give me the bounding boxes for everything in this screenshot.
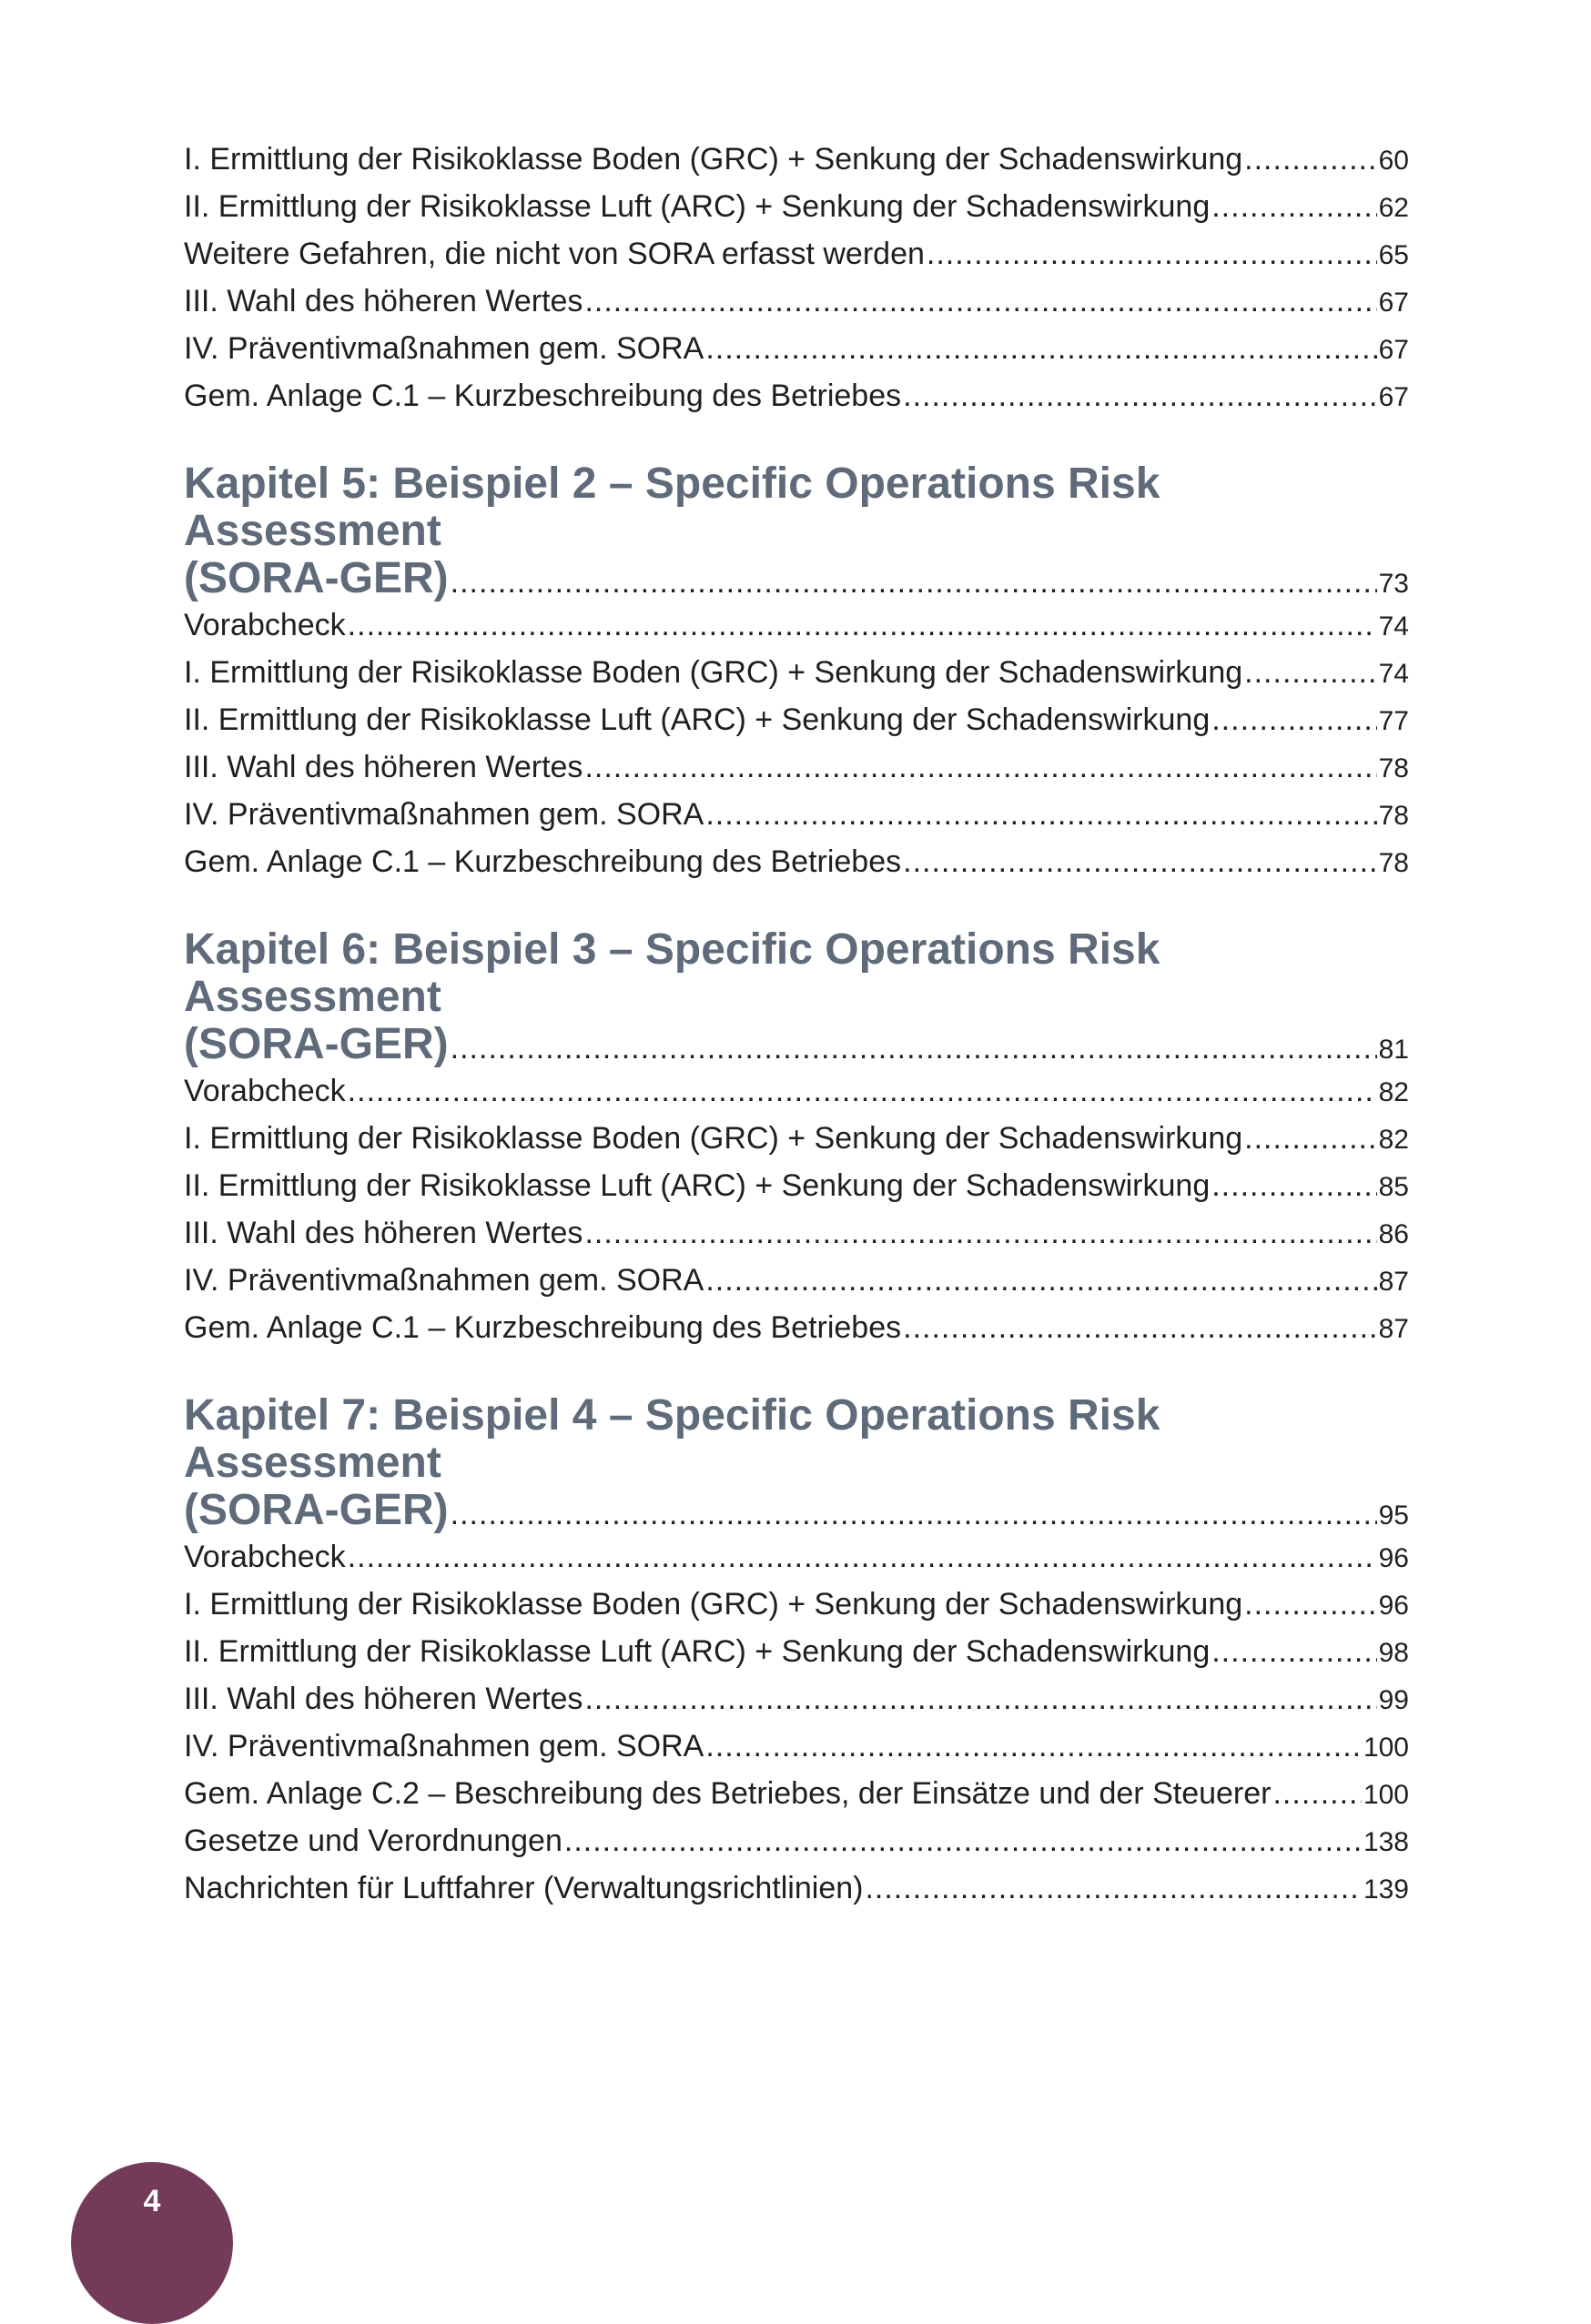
toc-entry-title: IV. Präventivmaßnahmen gem. SORA [184, 331, 704, 366]
dot-leader [1244, 650, 1376, 695]
dot-leader [1211, 1163, 1376, 1208]
chapter-heading[interactable]: Kapitel 6: Beispiel 3 – Specific Operations Risk Assessment [184, 925, 1160, 1021]
toc-entry-title: Vorabcheck [184, 608, 346, 642]
toc-entry[interactable] [184, 1818, 1409, 1865]
chapter-heading-subtitle: (SORA-GER) [184, 554, 449, 602]
chapter-heading-line2[interactable] [184, 1487, 1409, 1534]
dot-leader [584, 1676, 1376, 1722]
page-number: 4 [143, 2184, 161, 2218]
toc-entry-title: II. Ermittlung der Risikoklasse Luft (ARC) + Senkung der Schadenswirkung [184, 1168, 1211, 1203]
toc-entry-page: 87 [1378, 1267, 1409, 1297]
toc-entry-title: Gem. Anlage C.1 – Kurzbeschreibung des Betriebes [184, 1310, 902, 1345]
chapter-page: 95 [1378, 1500, 1409, 1531]
toc-entry-title: Gesetze und Verordnungen [184, 1824, 562, 1858]
toc-entry-title: I. Ermittlung der Risikoklasse Boden (GRC) + Senkung der Schadenswirkung [184, 142, 1243, 177]
toc-entry-title: IV. Präventivmaßnahmen gem. SORA [184, 797, 704, 832]
dot-leader [348, 602, 1377, 648]
toc-entry-page: 86 [1378, 1219, 1409, 1249]
dot-leader [705, 326, 1376, 371]
toc-entry-title: III. Wahl des höheren Wertes [184, 1216, 583, 1250]
toc-entry[interactable] [184, 373, 1409, 420]
toc-entry-page: 67 [1378, 335, 1409, 365]
chapter-heading[interactable]: Kapitel 5: Beispiel 2 – Specific Operations Risk Assessment [184, 460, 1160, 555]
dot-leader [1244, 1581, 1376, 1627]
toc-entry-title: I. Ermittlung der Risikoklasse Boden (GRC) + Senkung der Schadenswirkung [184, 655, 1243, 690]
toc-entry-title: Gem. Anlage C.1 – Kurzbeschreibung des Betriebes [184, 379, 902, 413]
dot-leader [451, 1031, 1377, 1066]
chapter-page: 81 [1378, 1035, 1409, 1065]
toc-entry-page: 78 [1378, 753, 1409, 783]
toc-entry-page: 67 [1378, 382, 1409, 412]
toc-entry-page: 74 [1378, 611, 1409, 642]
toc-entry[interactable] [184, 839, 1409, 886]
toc-entry[interactable] [184, 602, 1409, 650]
toc-entry[interactable] [184, 1723, 1409, 1771]
dot-leader [1244, 1116, 1376, 1161]
toc-entry-title: Vorabcheck [184, 1540, 346, 1574]
dot-leader [348, 1534, 1377, 1580]
dot-leader [865, 1865, 1361, 1911]
toc-entry[interactable] [184, 1629, 1409, 1676]
toc-entry-page: 78 [1378, 848, 1409, 878]
dot-leader [451, 565, 1377, 601]
dot-leader [584, 744, 1376, 790]
dot-leader [903, 1305, 1376, 1350]
toc-entry-title: I. Ermittlung der Risikoklasse Boden (GRC) + Senkung der Schadenswirkung [184, 1587, 1243, 1622]
chapter-heading-subtitle: (SORA-GER) [184, 1020, 449, 1068]
toc-entry-page: 100 [1363, 1733, 1409, 1763]
dot-leader [927, 231, 1377, 277]
dot-leader [584, 278, 1376, 324]
toc-entry[interactable] [184, 1534, 1409, 1581]
toc-entry-title: Weitere Gefahren, die nicht von SORA erfasst werden [184, 237, 925, 271]
toc-entry[interactable] [184, 744, 1409, 792]
toc-entry[interactable] [184, 1068, 1409, 1116]
toc-entry[interactable] [184, 1305, 1409, 1352]
dot-leader [451, 1497, 1377, 1532]
toc-entry-title: Gem. Anlage C.1 – Kurzbeschreibung des Betriebes [184, 844, 902, 879]
toc-entry-page: 78 [1378, 801, 1409, 831]
chapter-heading[interactable]: Kapitel 7: Beispiel 4 – Specific Operations Risk Assessment [184, 1391, 1160, 1487]
toc-entry-page: 67 [1378, 288, 1409, 318]
toc-entry-page: 85 [1378, 1172, 1409, 1202]
toc-entry-page: 62 [1378, 193, 1409, 223]
dot-leader [705, 1258, 1376, 1303]
chapter-block [184, 1392, 1409, 1913]
chapter-heading-subtitle: (SORA-GER) [184, 1486, 449, 1534]
toc-entry-page: 87 [1378, 1314, 1409, 1344]
dot-leader [584, 1210, 1376, 1256]
dot-leader [1211, 184, 1376, 229]
dot-leader [903, 839, 1376, 884]
toc-entry[interactable] [184, 697, 1409, 744]
chapter-heading-line2[interactable] [184, 555, 1409, 602]
dot-leader [1244, 136, 1376, 182]
toc-entry-page: 74 [1378, 659, 1409, 689]
toc-entry-page: 96 [1378, 1543, 1409, 1573]
toc-entry-title: III. Wahl des höheren Wertes [184, 750, 583, 784]
dot-leader [564, 1818, 1362, 1864]
chapter-page: 73 [1378, 569, 1409, 599]
toc-entry-title: II. Ermittlung der Risikoklasse Luft (ARC) + Senkung der Schadenswirkung [184, 702, 1211, 737]
toc-entry[interactable] [184, 1116, 1409, 1163]
toc-entry[interactable] [184, 1163, 1409, 1210]
toc-entry-page: 139 [1363, 1874, 1409, 1905]
toc-entry-title: II. Ermittlung der Risikoklasse Luft (ARC) + Senkung der Schadenswirkung [184, 189, 1211, 224]
dot-leader [348, 1068, 1377, 1114]
toc-entry-title: I. Ermittlung der Risikoklasse Boden (GRC) + Senkung der Schadenswirkung [184, 1121, 1243, 1156]
toc-entry[interactable] [184, 1581, 1409, 1629]
toc-entry[interactable] [184, 136, 1409, 184]
toc-entry[interactable] [184, 1676, 1409, 1723]
toc-entry-title: IV. Präventivmaßnahmen gem. SORA [184, 1729, 704, 1763]
toc-entry-page: 96 [1378, 1591, 1409, 1621]
toc-entry[interactable] [184, 184, 1409, 231]
toc-entry-page: 82 [1378, 1077, 1409, 1107]
toc-entry-page: 77 [1378, 706, 1409, 736]
toc-entry-title: II. Ermittlung der Risikoklasse Luft (ARC) + Senkung der Schadenswirkung [184, 1634, 1211, 1669]
toc-entry[interactable] [184, 231, 1409, 278]
toc-entry-title: Gem. Anlage C.2 – Beschreibung des Betriebes, der Einsätze und der Steuerer [184, 1776, 1272, 1811]
toc-entry[interactable] [184, 1865, 1409, 1913]
toc-entry-title: Vorabcheck [184, 1074, 346, 1108]
toc-entry[interactable] [184, 650, 1409, 697]
toc-entry-title: III. Wahl des höheren Wertes [184, 1682, 583, 1716]
toc-entry[interactable] [184, 1210, 1409, 1258]
toc-entry-title: III. Wahl des höheren Wertes [184, 284, 583, 318]
dot-leader [705, 792, 1376, 837]
toc-entry-title: IV. Präventivmaßnahmen gem. SORA [184, 1263, 704, 1298]
table-of-contents [184, 136, 1409, 1913]
toc-entry-page: 82 [1378, 1125, 1409, 1155]
dot-leader [903, 373, 1376, 419]
toc-entry-page: 65 [1378, 240, 1409, 270]
dot-leader [1211, 697, 1376, 743]
toc-entry[interactable] [184, 278, 1409, 326]
dot-leader [1272, 1771, 1361, 1816]
toc-entry[interactable] [184, 326, 1409, 373]
toc-entry-page: 99 [1378, 1685, 1409, 1715]
chapter-heading-line2[interactable] [184, 1021, 1409, 1068]
toc-entry[interactable] [184, 1258, 1409, 1305]
toc-entry-page: 138 [1363, 1827, 1409, 1857]
toc-entry-page: 98 [1378, 1638, 1409, 1668]
toc-entry-page: 100 [1363, 1780, 1409, 1810]
toc-entry-page: 60 [1378, 146, 1409, 176]
dot-leader [705, 1723, 1362, 1769]
dot-leader [1211, 1629, 1376, 1674]
toc-entry[interactable] [184, 1771, 1409, 1818]
chapter-block [184, 460, 1409, 886]
toc-entry[interactable] [184, 792, 1409, 839]
toc-entry-title: Nachrichten für Luftfahrer (Verwaltungsrichtlinien) [184, 1871, 864, 1905]
chapter-block [184, 926, 1409, 1352]
